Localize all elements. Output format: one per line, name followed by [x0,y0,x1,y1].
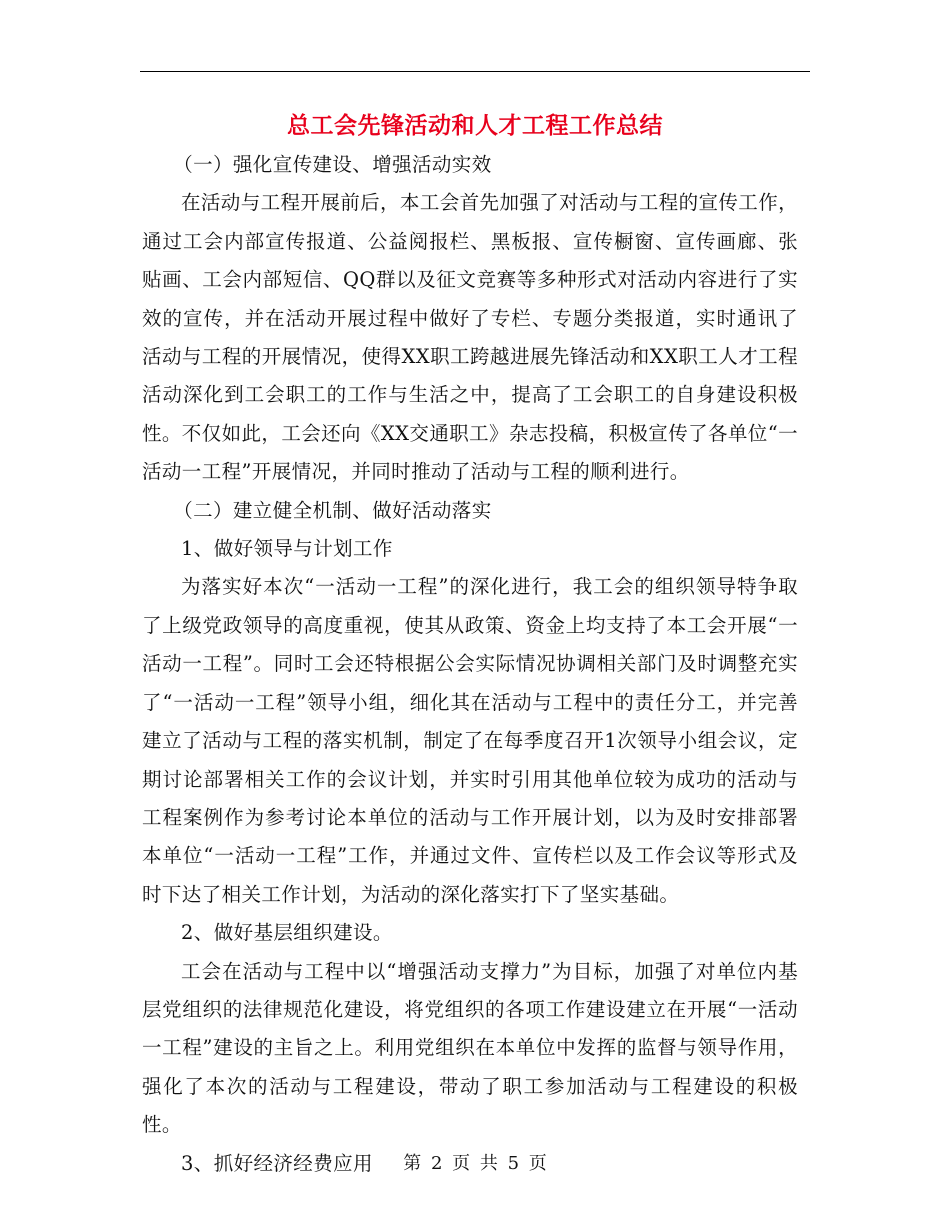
document-body [142,146,798,1183]
subheading-leadership-planning: 1、做好领导与计划工作 [181,537,393,561]
subheading-funding: 3、抓好经济经费应用 [181,1151,373,1175]
subheading-grassroots-organization: 2、做好基层组织建设。 [181,921,393,945]
header-rule [140,71,810,72]
paragraph-publicity: 在活动与工程开展前后，本工会首先加强了对活动与工程的宣传工作，通过工会内部宣传报道、公益阅报栏、黑板报、宣传橱窗、宣传画廊、张贴画、工会内部短信、QQ群以及征文竞赛等多种形式对活动内容进行了实效的宣传，并在活动开展过程中做好了专栏、专题分类报道，实时通讯了活动与工程的开展情况，使得XX职工跨越进展先锋活动和XX职工人才工程活动深化到工会职工的工作与生活之中，提高了工会职工的自身建设积极性。不仅如此，工会还向《XX交通职工》杂志投稿，积极宣传了各单位“一活动一工程”开展情况，并同时推动了活动与工程的顺利进行。 [142,191,798,484]
document-title: 总工会先锋活动和人才工程工作总结 [287,113,663,139]
section-heading-2: （二）建立健全机制、做好活动落实 [173,498,492,522]
page-number: 第 2 页 共 5 页 [403,1153,547,1174]
paragraph-grassroots-organization: 工会在活动与工程中以“增强活动支撑力”为目标，加强了对单位内基层党组织的法律规范化建设，将党组织的各项工作建设建立在开展“一活动一工程”建设的主旨之上。利用党组织在本单位中发挥的监督与领导作用，强化了本次的活动与工程建设，带动了职工参加活动与工程建设的积极性。 [142,959,798,1137]
section-heading-1: （一）强化宣传建设、增强活动实效 [173,153,492,176]
paragraph-leadership-planning: 为落实好本次“一活动一工程”的深化进行，我工会的组织领导特争取了上级党政领导的高度重视，使其从政策、资金上均支持了本工会开展“一活动一工程”。同时工会还特根据公会实际情况协调相关部门及时调整充实了“一活动一工程”领导小组，细化其在活动与工程中的责任分工，并完善建立了活动与工程的落实机制，制定了在每季度召开1次领导小组会议，定期讨论部署相关工作的会议计划，并实时引用其他单位较为成功的活动与工程案例作为参考讨论本单位的活动与工作开展计划，以为及时安排部署本单位“一活动一工程”工作，并通过文件、宣传栏以及工作会议等形式及时下达了相关工作计划，为活动的深化落实打下了坚实基础。 [142,575,798,906]
